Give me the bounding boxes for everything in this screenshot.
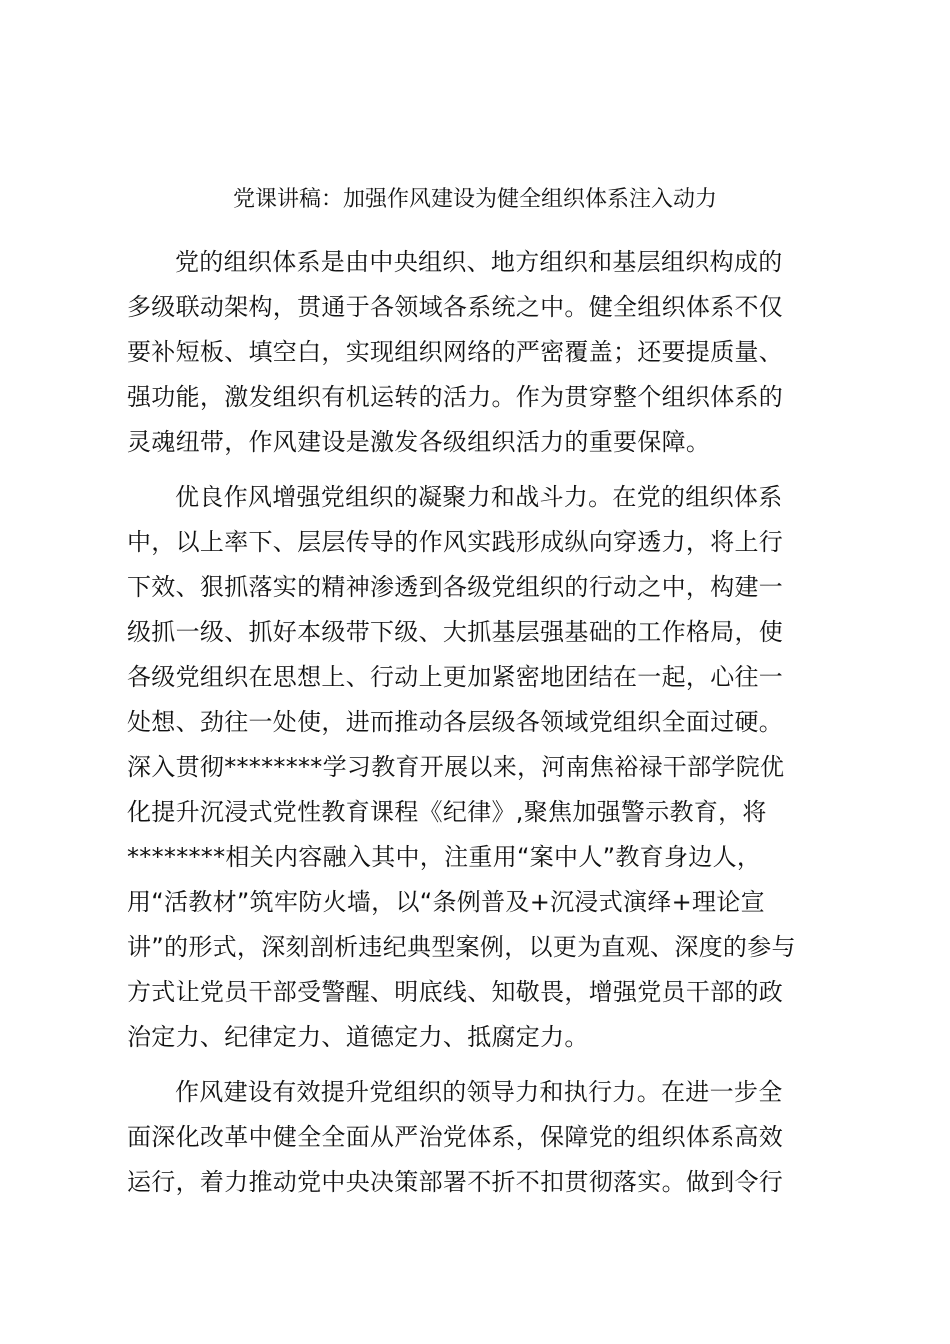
text-line: 级抓一级、抓好本级带下级、大抓基层强基础的工作格局，使 <box>127 618 784 646</box>
text-line: 多级联动架构，贯通于各领域各系统之中。健全组织体系不仅 <box>127 293 784 321</box>
text-line: 要补短板、填空白，实现组织网络的严密覆盖；还要提质量、 <box>127 338 784 366</box>
text-line: 深入贯彻********学习教育开展以来，河南焦裕禄干部学院优 <box>127 753 785 781</box>
text-line: 作风建设有效提升党组织的领导力和执行力。在进一步全 <box>175 1078 783 1106</box>
text-line: 灵魂纽带，作风建设是激发各级组织活力的重要保障。 <box>127 428 711 456</box>
text-line: 讲”的形式，深刻剖析违纪典型案例，以更为直观、深度的参与 <box>127 933 796 961</box>
text-line: 方式让党员干部受警醒、明底线、知敬畏，增强党员干部的政 <box>127 978 784 1006</box>
text-line: ********相关内容融入其中，注重用“案中人”教育身边人， <box>127 843 762 871</box>
text-line: 中，以上率下、层层传导的作风实践形成纵向穿透力，将上行 <box>127 528 784 556</box>
text-line: 面深化改革中健全全面从严治党体系，保障党的组织体系高效 <box>127 1123 784 1151</box>
text-line: 运行，着力推动党中央决策部署不折不扣贯彻落实。做到令行 <box>127 1168 784 1196</box>
document-body <box>127 240 827 1215</box>
text-line: 化提升沉浸式党性教育课程《纪律》,聚焦加强警示教育，将 <box>127 798 767 826</box>
text-line: 强功能，激发组织有机运转的活力。作为贯穿整个组织体系的 <box>127 383 784 411</box>
text-line: 下效、狠抓落实的精神渗透到各级党组织的行动之中，构建一 <box>127 573 784 601</box>
paragraph-3 <box>127 1070 827 1205</box>
paragraph-2 <box>127 475 827 1060</box>
paragraph-1 <box>127 240 827 465</box>
text-line: 优良作风增强党组织的凝聚力和战斗力。在党的组织体系 <box>175 483 783 511</box>
document-title: 党课讲稿：加强作风建设为健全组织体系注入动力 <box>232 187 717 212</box>
text-line: 处想、劲往一处使，进而推动各层级各领域党组织全面过硬。 <box>127 708 784 736</box>
text-line: 党的组织体系是由中央组织、地方组织和基层组织构成的 <box>175 248 783 276</box>
text-line: 用“活教材”筑牢防火墙，以“条例普及+沉浸式演绎+理论宣 <box>127 888 765 916</box>
text-line: 各级党组织在思想上、行动上更加紧密地团结在一起，心往一 <box>127 663 784 691</box>
text-line: 治定力、纪律定力、道德定力、抵腐定力。 <box>127 1023 589 1051</box>
